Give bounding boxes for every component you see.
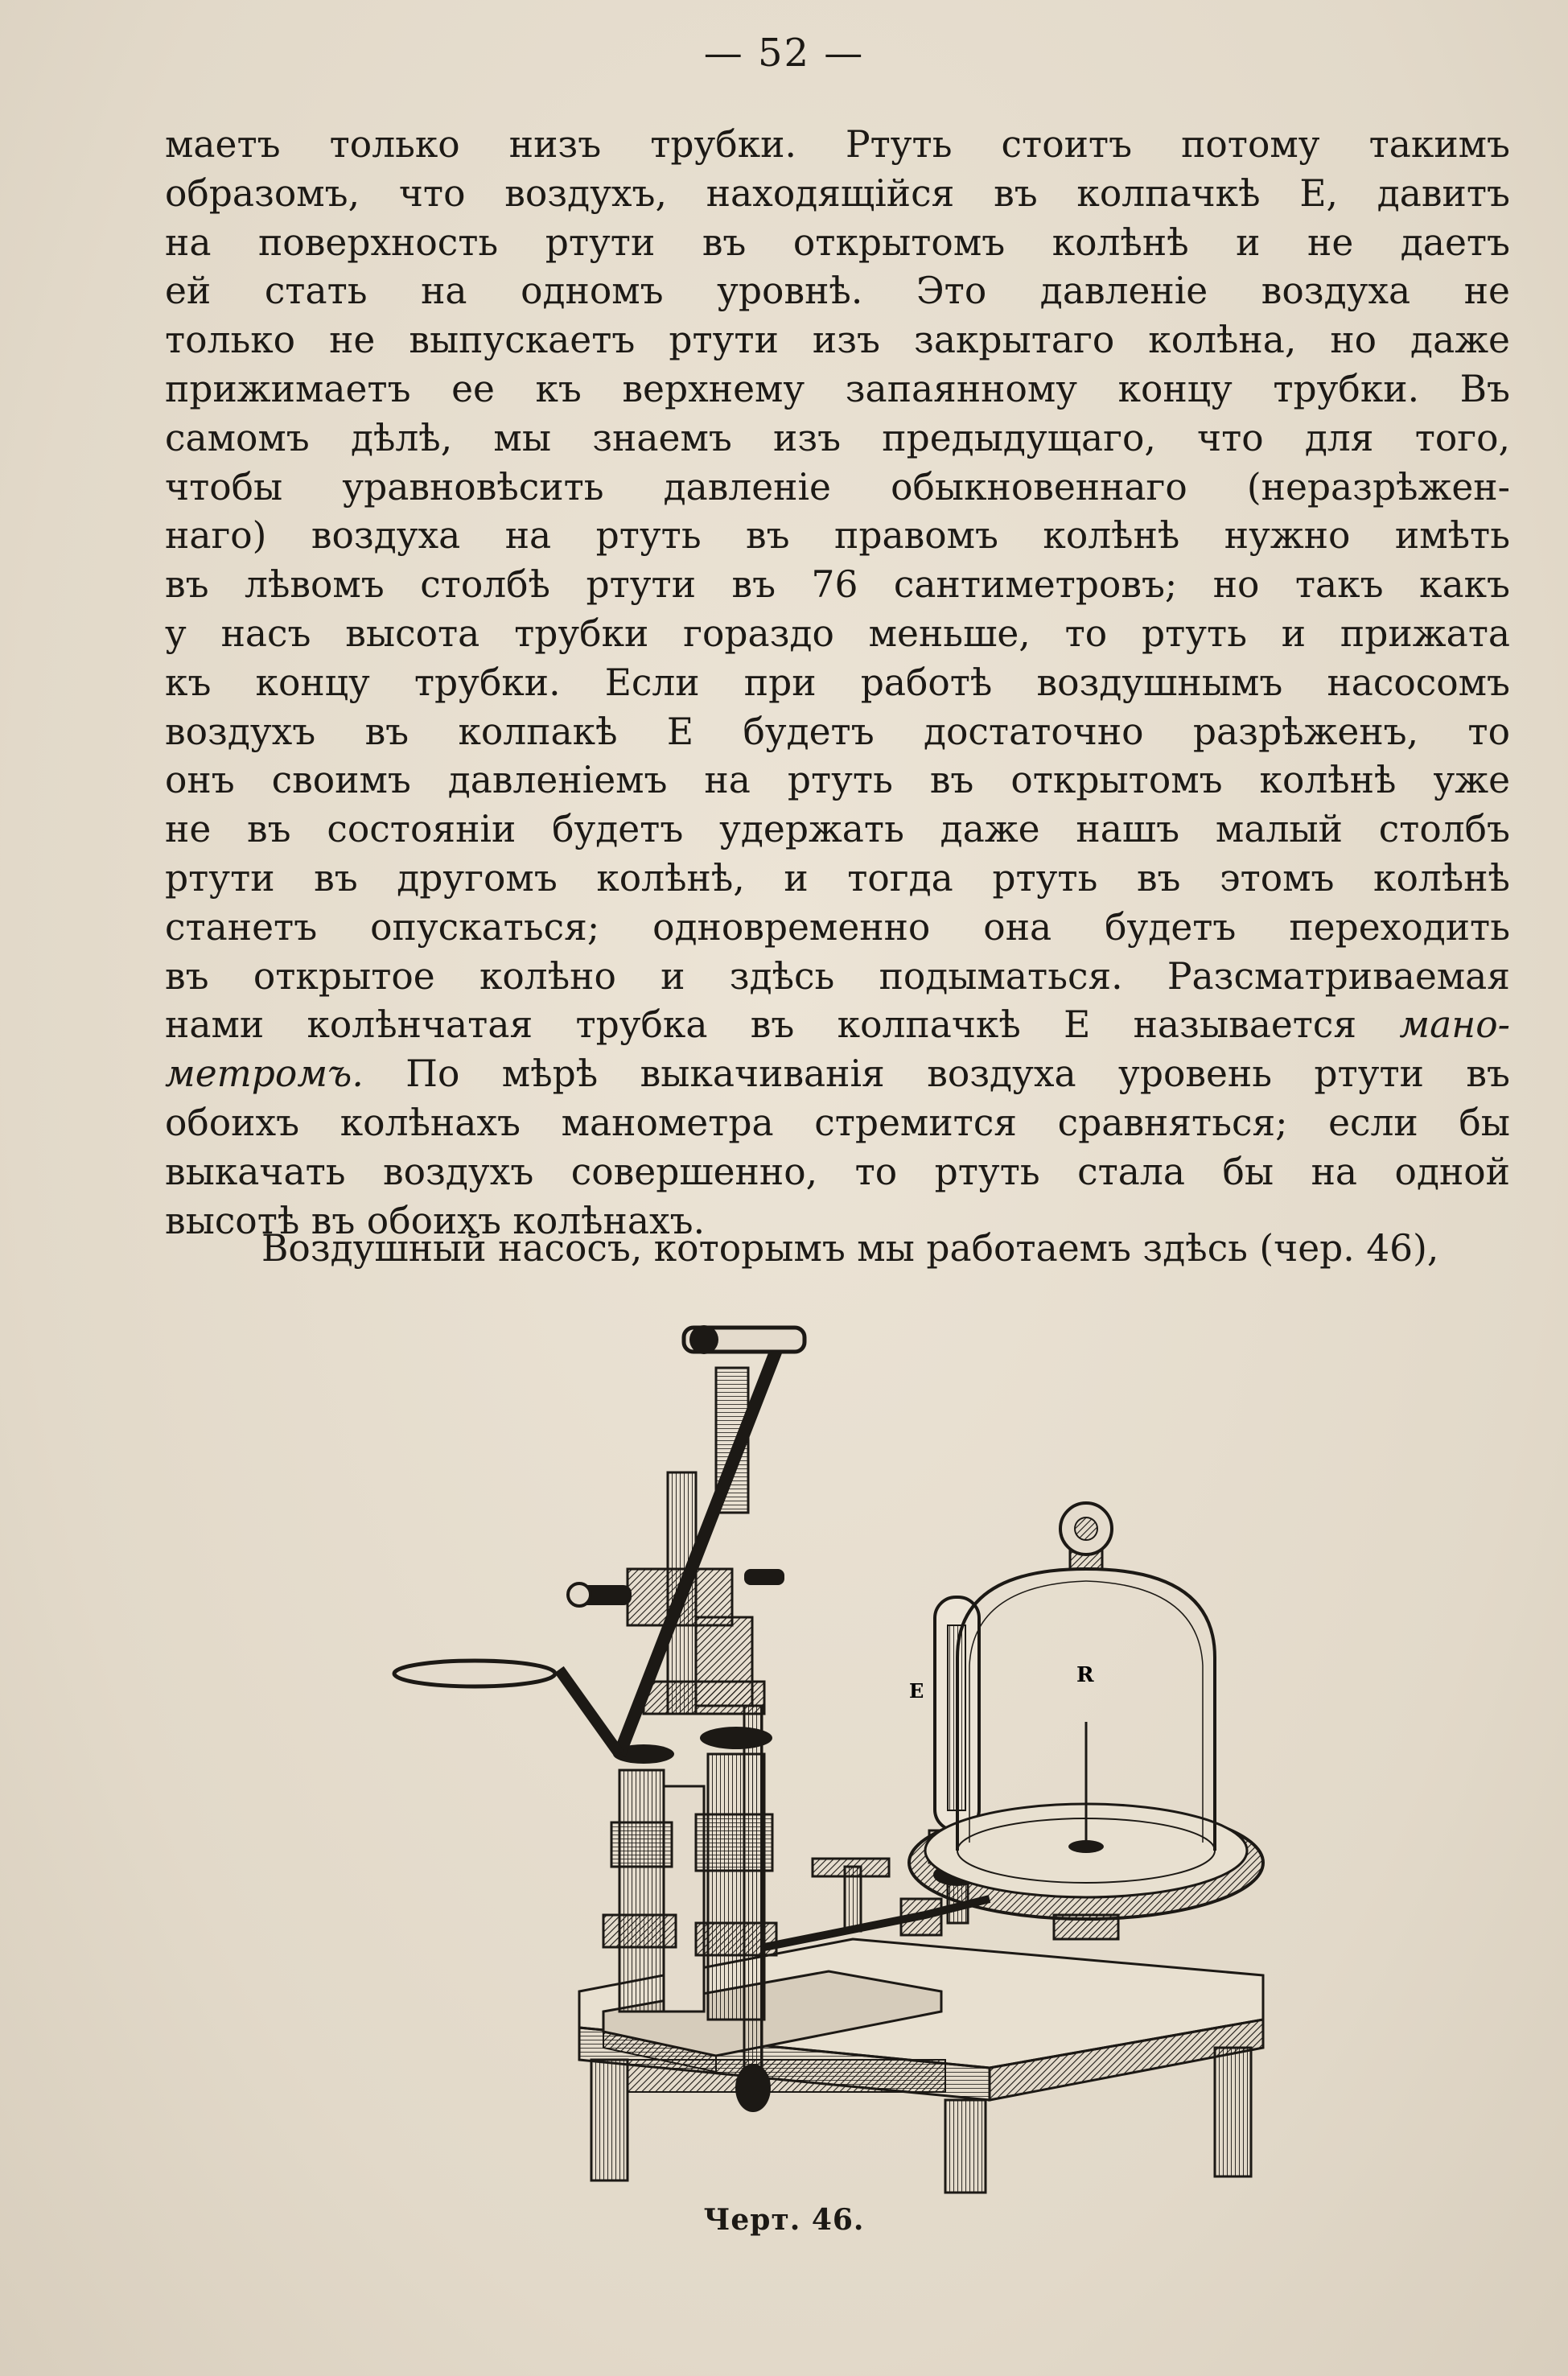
text-line: на поверхность ртути въ открытомъ колѣнѣ и не даетъ	[165, 220, 1510, 264]
text-line: въ открытое колѣно и здѣсь подыматься. Разсматриваемая	[165, 954, 1510, 998]
text-line: маетъ только низъ трубки. Ртуть стоитъ потому такимъ	[165, 123, 1510, 166]
text-line-manometer	[165, 1001, 1510, 1050]
text-line-manometer-cont	[165, 1050, 1510, 1099]
text-line: наго) воздуха на ртуть въ правомъ колѣнѣ нужно имѣть	[165, 514, 1510, 558]
label-e: E	[909, 1679, 924, 1703]
text-line: не въ состояніи будетъ удержать даже нашъ малый столбъ	[165, 808, 1510, 851]
text-line: выкачать воздухъ совершенно, то ртуть стала бы на одной	[165, 1150, 1510, 1193]
label-r: R	[1076, 1663, 1094, 1687]
text-line: воздухъ въ колпакѣ Е будетъ достаточно разрѣженъ, то	[165, 710, 1510, 753]
text-line-last: высотѣ въ обоихъ колѣнахъ.	[165, 1199, 706, 1242]
text-line: онъ своимъ давленіемъ на ртуть въ открытомъ колѣнѣ уже	[165, 759, 1510, 802]
text-line: ей стать на одномъ уровнѣ. Это давленіе воздуха не	[165, 270, 1510, 313]
text-line: прижимаетъ ее къ верхнему запаянному концу трубки. Въ	[165, 367, 1510, 410]
text-line: образомъ, что воздухъ, находящійся въ колпачкѣ Е, давитъ	[165, 171, 1510, 215]
italic-term: метромъ.	[165, 1052, 364, 1096]
paragraph-air-pump: Воздушный насосъ, которымъ мы работаемъ здѣсь (чер. 46),	[261, 1227, 1439, 1270]
text-line: только не выпускаетъ ртути изъ закрытаго колѣна, но даже	[165, 319, 1510, 362]
text-line: у насъ высота трубки гораздо меньше, то ртуть и прижата	[165, 612, 1510, 655]
paragraph-manometer	[165, 121, 1510, 1246]
air-pump-illustration	[378, 1303, 1279, 2197]
text-segment: По мѣрѣ выкачиванія воздуха уровень ртути въ	[363, 1052, 1510, 1096]
text-line: ртути въ другомъ колѣнѣ, и тогда ртуть въ этомъ колѣнѣ	[165, 856, 1510, 900]
text-line: чтобы уравновѣсить давленіе обыкновеннаго (неразрѣжен-	[165, 465, 1510, 509]
text-line: станетъ опускаться; одновременно она будетъ переходить	[165, 905, 1510, 949]
figure-caption: Черт. 46.	[703, 2203, 865, 2237]
air-pump-engraving	[378, 1303, 1279, 2197]
text-line: въ лѣвомъ столбѣ ртути въ 76 сантиметровъ; но такъ какъ	[165, 563, 1510, 607]
text-line: обоихъ колѣнахъ манометра стремится сравняться; если бы	[165, 1101, 1510, 1144]
text-segment: нами колѣнчатая трубка въ колпачкѣ Е называется	[165, 1003, 1400, 1047]
text-line: самомъ дѣлѣ, мы знаемъ изъ предыдущаго, что для того,	[165, 416, 1510, 459]
text-line: къ концу трубки. Если при работѣ воздушнымъ насосомъ	[165, 661, 1510, 704]
italic-term: мано-	[1399, 1003, 1510, 1047]
page-number: — 52 —	[703, 31, 865, 76]
